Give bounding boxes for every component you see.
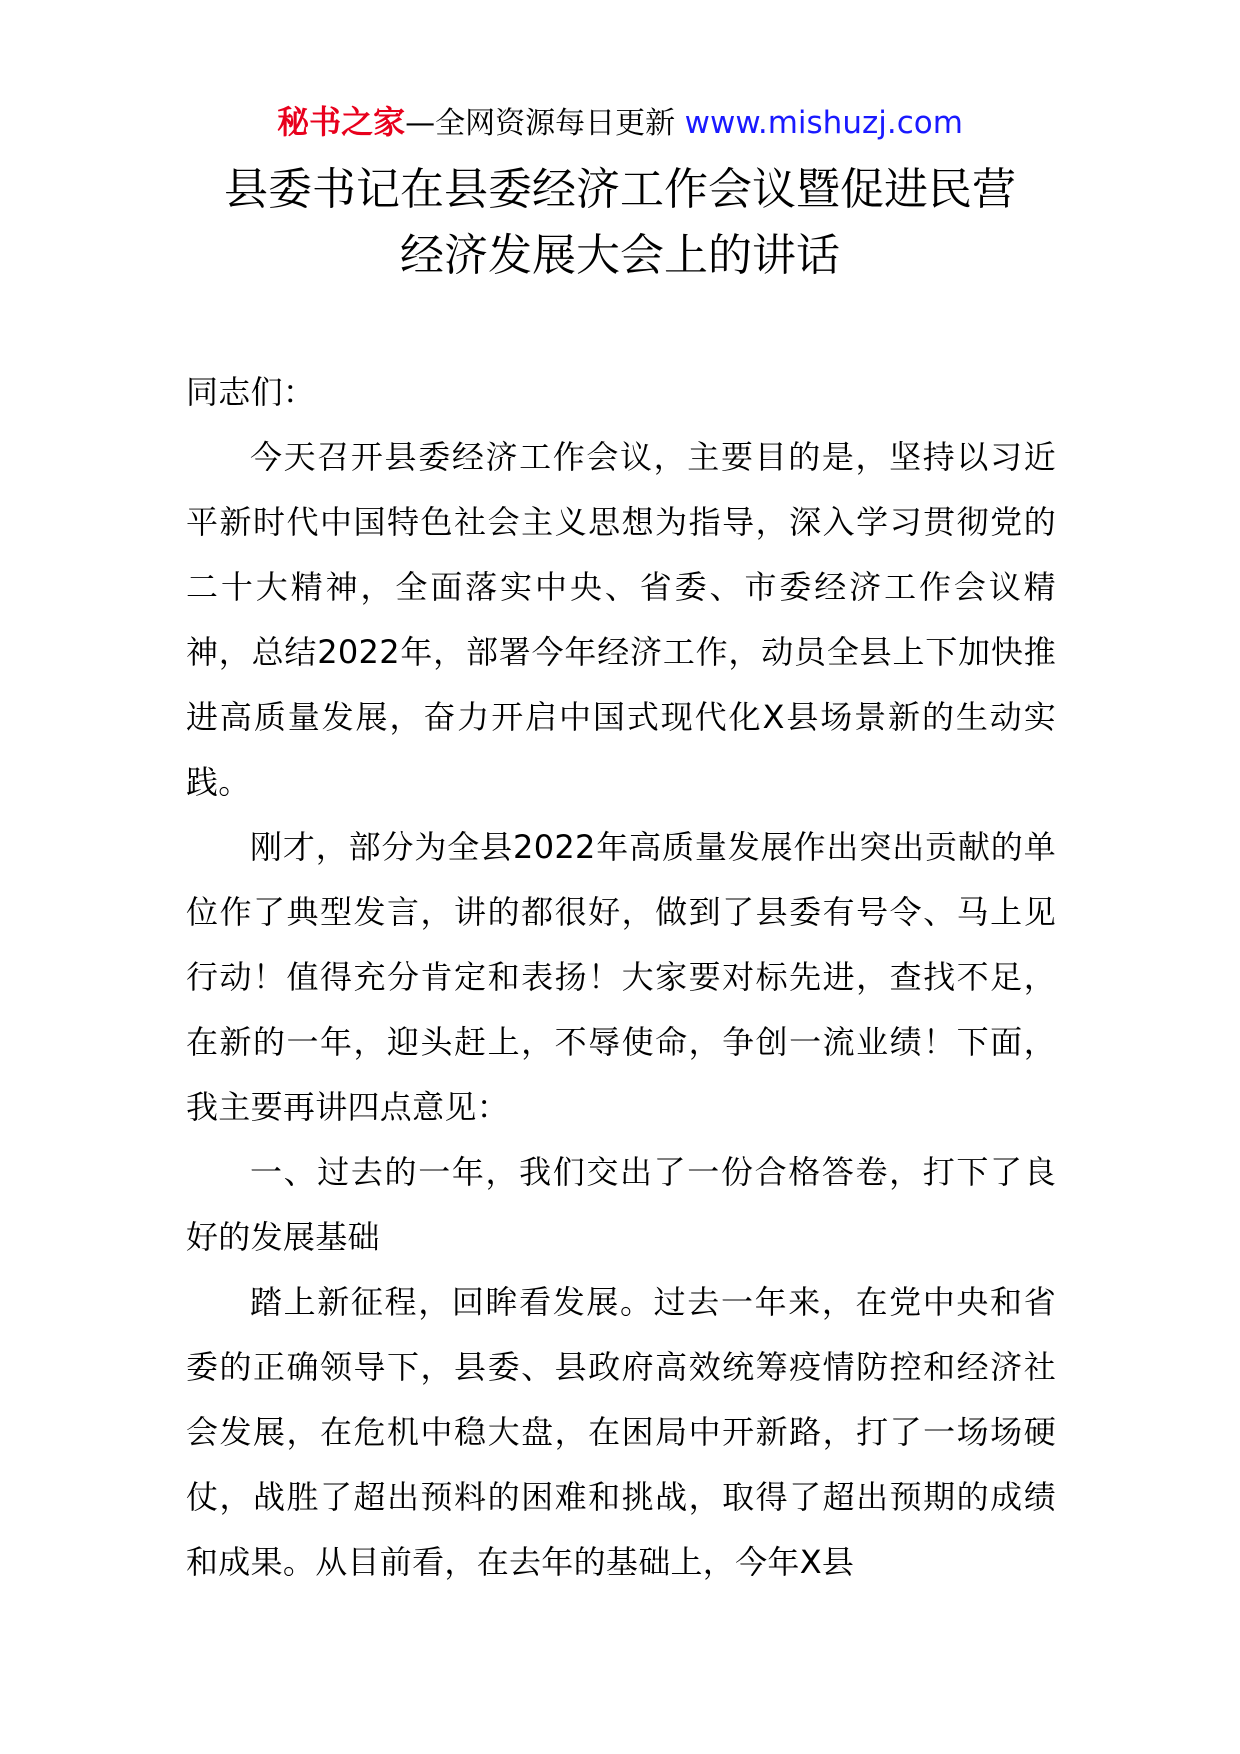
document-title [150,157,1090,289]
paragraph-review: 踏上新征程，回眸看发展。过去一年来，在党中央和省委的正确领导下，县委、县政府高效统筹疫情防控和经济社会发展，在危机中稳大盘，在困局中开新路，打了一场场硬仗，战胜了超出预料的困难和挑战，取得了超出预期的成绩和成果。从目前看，在去年的基础上，今年X县 [186,1283,1056,1581]
site-brand: 秘书之家 [277,103,406,141]
section-heading-1: 一、过去的一年，我们交出了一份合格答卷，打下了良好的发展基础 [186,1153,1056,1256]
title-line-1: 县委书记在县委经济工作会议暨促进民营 [224,164,1016,215]
paragraph-opening: 今天召开县委经济工作会议，主要目的是，坚持以习近平新时代中国特色社会主义思想为指导，深入学习贯彻党的二十大精神，全面落实中央、省委、市委经济工作会议精神，总结2022年，部署今年经济工作，动员全县上下加快推进高质量发展，奋力开启中国式现代化X县场景新的生动实践。 [186,438,1056,801]
site-url-link[interactable]: www.mishuzj.com [684,105,963,141]
title-line-2: 经济发展大会上的讲话 [400,230,840,281]
site-tagline: —全网资源每日更新 [405,106,685,141]
salutation: 同志们： [186,373,316,411]
document-body [186,360,1056,1595]
site-header [0,96,1240,150]
paragraph-remarks: 刚才，部分为全县2022年高质量发展作出突出贡献的单位作了典型发言，讲的都很好，做到了县委有号令、马上见行动！值得充分肯定和表扬！大家要对标先进，查找不足，在新的一年，迎头赶上，不辱使命，争创一流业绩！下面，我主要再讲四点意见： [186,828,1056,1126]
